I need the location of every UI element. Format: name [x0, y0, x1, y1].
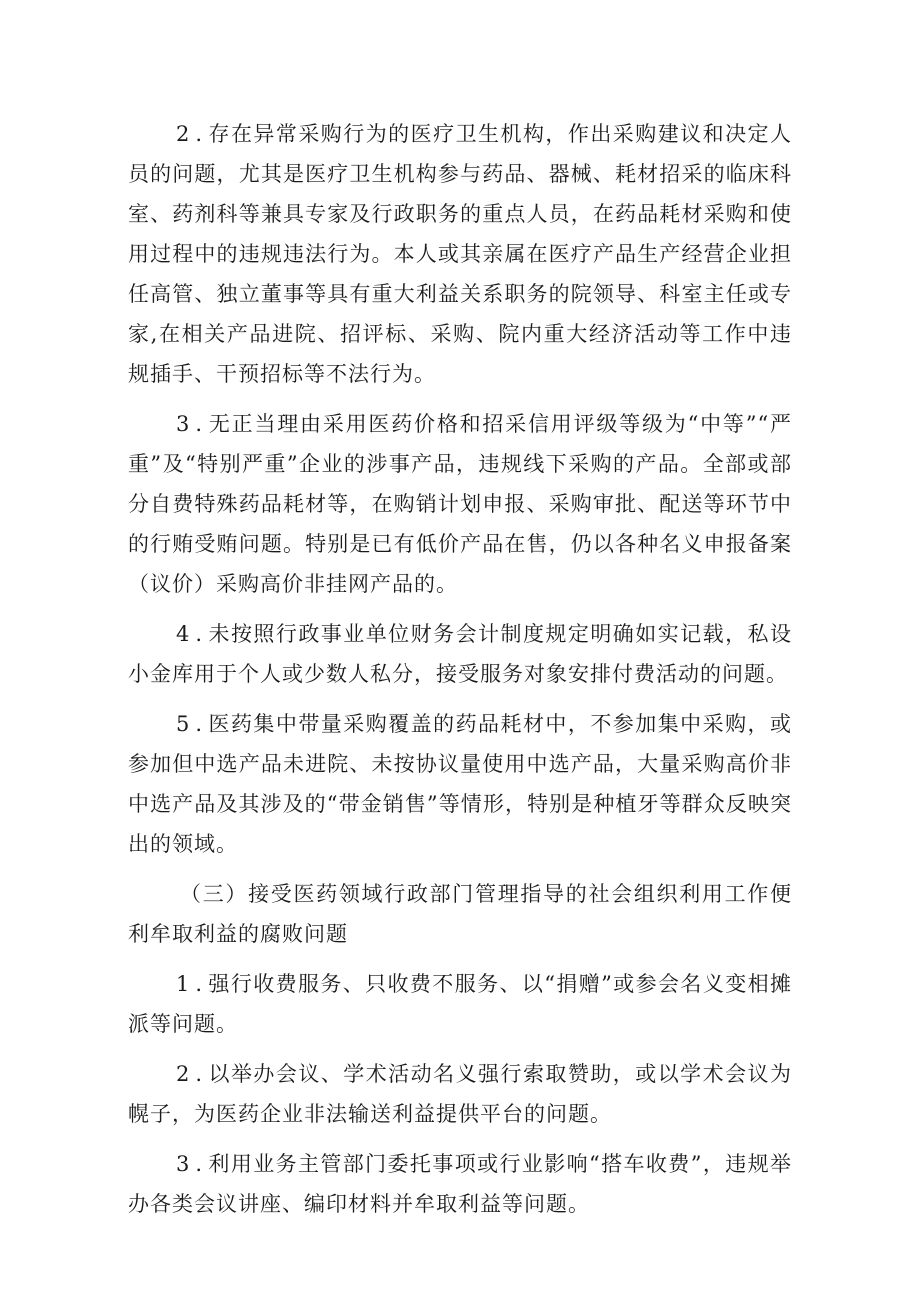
sub-paragraph-item-2: [128, 1054, 792, 1134]
paragraph-number: 1.: [176, 972, 209, 996]
paragraph-text: 强行收费服务、只收费不服务、以“捐赠”或参会名义变相摊派等问题。: [128, 972, 792, 1036]
paragraph-number: 5.: [176, 712, 209, 736]
paragraph-text: 存在异常采购行为的医疗卫生机构，作出采购建议和决定人员的问题，尤其是医疗卫生机构参与药品、器械、耗材招采的临床科室、药剂科等兼具专家及行政职务的重点人员，在药品耗材采购和使用过程中的违规违法行为。本人或其亲属在医疗产品生产经营企业担任高管、独立董事等具有重大利益关系职务的院领导、科室主任或专家,在相关产品进院、招评标、采购、院内重大经济活动等工作中违规插手、干预招标等不法行为。: [128, 122, 792, 386]
paragraph-item-5: [128, 704, 792, 864]
paragraph-text: 无正当理由采用医药价格和招采信用评级等级为“中等”“严重”及“特别严重”企业的涉事产品，违规线下采购的产品。全部或部分自费特殊药品耗材等，在购销计划申报、采购审批、配送等环节中的行贿受贿问题。特别是已有低价产品在售，仍以各种名义申报备案（议价）采购高价非挂网产品的。: [128, 412, 792, 596]
paragraph-text: 未按照行政事业单位财务会计制度规定明确如实记载，私设小金库用于个人或少数人私分，接受服务对象安排付费活动的问题。: [128, 622, 792, 686]
paragraph-item-3: [128, 404, 792, 604]
sub-paragraph-item-3: [128, 1144, 792, 1224]
document-body: [128, 114, 792, 1234]
paragraph-item-2: [128, 114, 792, 394]
paragraph-number: 4.: [176, 622, 209, 646]
paragraph-number: 2.: [176, 122, 209, 146]
section-heading: （三）接受医药领域行政部门管理指导的社会组织利用工作便利牟取利益的腐败问题: [128, 882, 792, 946]
paragraph-text: 以举办会议、学术活动名义强行索取赞助，或以学术会议为幌子，为医药企业非法输送利益提供平台的问题。: [128, 1062, 792, 1126]
paragraph-number: 3.: [176, 1152, 209, 1176]
paragraph-number: 2.: [176, 1062, 209, 1086]
paragraph-text: 利用业务主管部门委托事项或行业影响“搭车收费”，违规举办各类会议讲座、编印材料并牟取利益等问题。: [128, 1152, 792, 1216]
paragraph-text: 医药集中带量采购覆盖的药品耗材中，不参加集中采购，或参加但中选产品未进院、未按协议量使用中选产品，大量采购高价非中选产品及其涉及的“带金销售”等情形，特别是种植牙等群众反映突出的领域。: [128, 712, 792, 856]
paragraph-number: 3.: [176, 412, 209, 436]
sub-paragraph-item-1: [128, 964, 792, 1044]
paragraph-item-4: [128, 614, 792, 694]
